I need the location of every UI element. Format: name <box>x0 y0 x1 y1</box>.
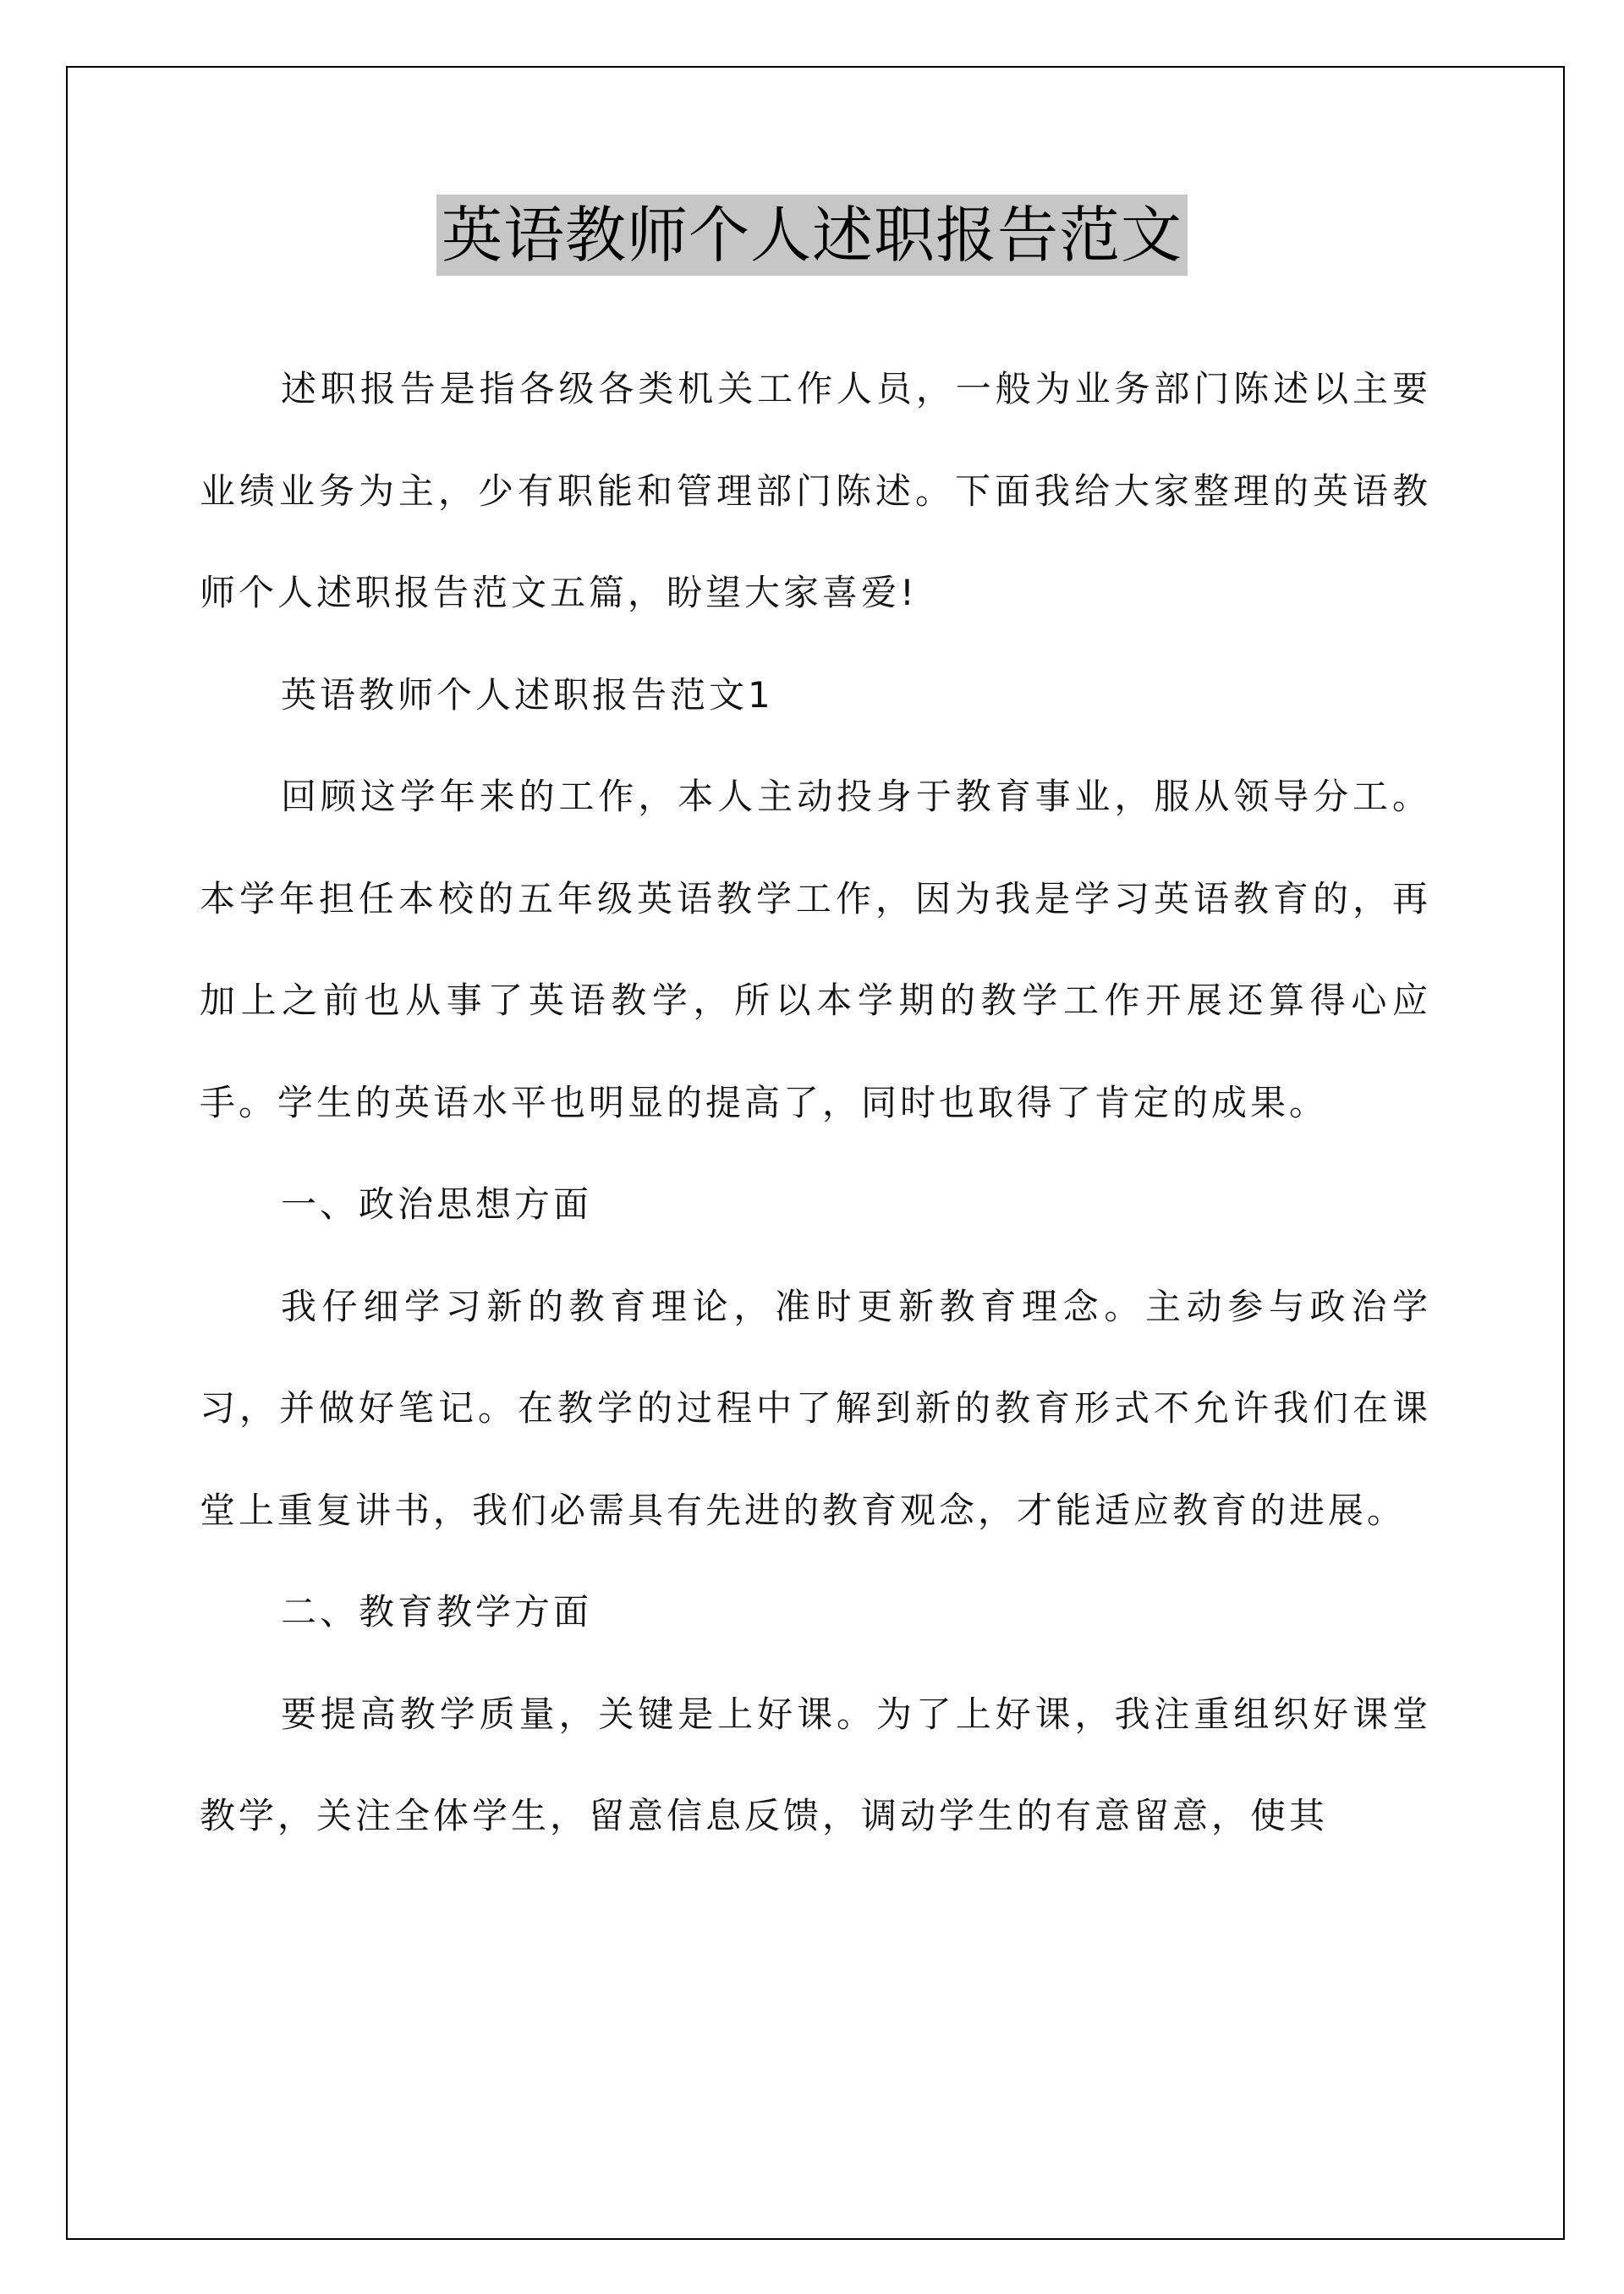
review-paragraph: 回顾这学年来的工作，本人主动投身于教育事业，服从领导分工。本学年担任本校的五年级英语教学工作，因为我是学习英语教育的，再加上之前也从事了英语教学，所以本学期的教学工作开展还算得心应手。学生的英语水平也明显的提高了，同时也取得了肯定的成果。 <box>200 776 1431 1123</box>
document-title: 英语教师个人述职报告范文 <box>436 195 1188 276</box>
section-heading-essay-1: 英语教师个人述职报告范文1 <box>281 673 774 716</box>
political-paragraph: 我仔细学习新的教育理论，准时更新教育理念。主动参与政治学习，并做好笔记。在教学的过程中了解到新的教育形式不允许我们在课堂上重复讲书，我们必需具有先进的教育观念，才能适应教育的进展。 <box>200 1285 1431 1531</box>
section-heading-teaching: 二、教育教学方面 <box>281 1591 593 1633</box>
section-heading-political: 一、政治思想方面 <box>281 1183 593 1225</box>
document-body <box>200 338 1431 1868</box>
teaching-paragraph: 要提高教学质量，关键是上好课。为了上好课，我注重组织好课堂教学，关注全体学生，留意信息反馈，调动学生的有意留意，使其 <box>200 1693 1431 1836</box>
intro-paragraph: 述职报告是指各级各类机关工作人员，一般为业务部门陈述以主要业绩业务为主，少有职能和管理部门陈述。下面我给大家整理的英语教师个人述职报告范文五篇，盼望大家喜爱! <box>200 368 1431 613</box>
title-container <box>0 195 1624 276</box>
